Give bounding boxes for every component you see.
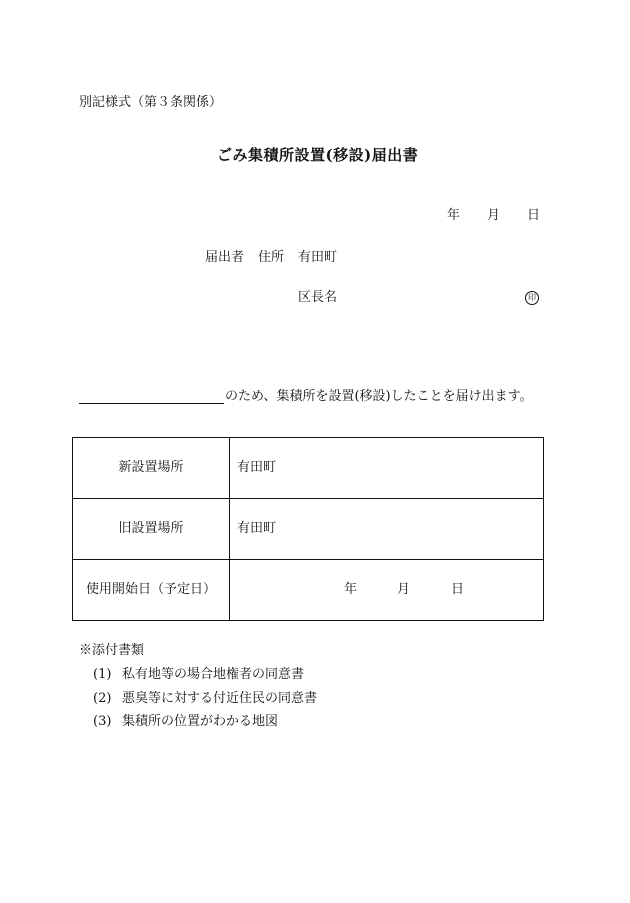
attachment-item: 集積所の位置がわかる地図 — [122, 714, 279, 729]
reason-blank-line — [79, 403, 224, 404]
old-location-label: 旧設置場所 — [73, 499, 230, 560]
attachment-item: 悪臭等に対する付近住民の同意書 — [122, 691, 318, 706]
address-value: 有田町 — [298, 250, 338, 265]
date-day-label: 日 — [527, 208, 541, 223]
start-date-value — [230, 560, 544, 621]
location-table — [72, 437, 544, 621]
attachment-number: (3) — [93, 714, 112, 729]
chief-name-label: 区長名 — [298, 290, 338, 305]
start-date-day-label: 日 — [451, 582, 465, 597]
attachment-number: (1) — [93, 667, 112, 682]
old-location-value: 有田町 — [230, 499, 544, 560]
attachment-item: 私有地等の場合地権者の同意書 — [122, 667, 305, 682]
start-date-year-label: 年 — [344, 582, 358, 597]
applicant-label: 届出者 — [205, 250, 245, 265]
attachments-heading: ※添付書類 — [79, 643, 145, 658]
new-location-value: 有田町 — [230, 438, 544, 499]
form-number-note: 別記様式（第３条関係） — [79, 95, 223, 110]
attachment-number: (2) — [93, 691, 112, 706]
table-row — [73, 438, 544, 499]
start-date-month-label: 月 — [397, 582, 411, 597]
table-row — [73, 499, 544, 560]
statement-text: のため、集積所を設置(移設)したことを届け出ます。 — [225, 389, 533, 404]
date-month-label: 月 — [487, 208, 501, 223]
date-year-label: 年 — [447, 208, 461, 223]
start-date-fields — [230, 582, 543, 598]
table-row — [73, 560, 544, 621]
start-date-label: 使用開始日（予定日） — [73, 560, 230, 621]
new-location-label: 新設置場所 — [73, 438, 230, 499]
seal-mark: 印 — [525, 291, 539, 305]
address-label: 住所 — [258, 250, 285, 265]
document-title: ごみ集積所設置(移設)届出書 — [217, 146, 419, 164]
